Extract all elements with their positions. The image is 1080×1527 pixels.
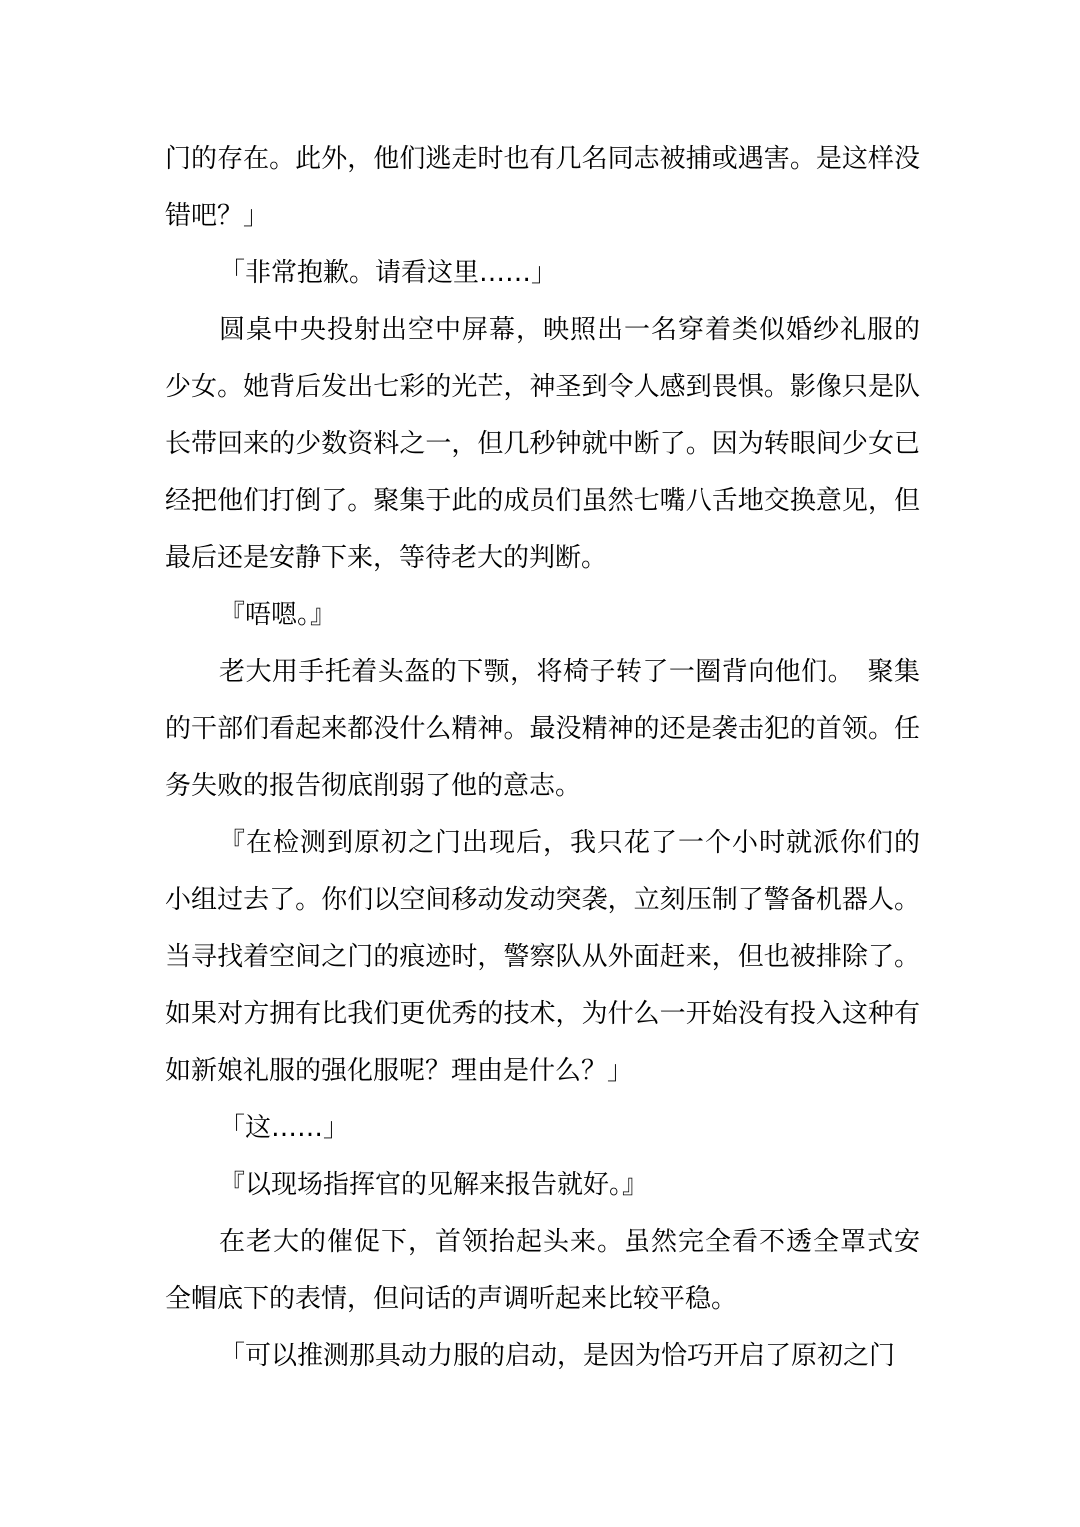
paragraph: 在老大的催促下，首领抬起头来。虽然完全看不透全罩式安全帽底下的表情，但问话的声调听起来比较平稳。 [165, 1227, 920, 1314]
paragraph: 老大用手托着头盔的下颚，将椅子转了一圈背向他们。 聚集的干部们看起来都没什么精神。最没精神的还是袭击犯的首领。任务失败的报告彻底削弱了他的意志。 [165, 657, 920, 801]
paragraph: 「非常抱歉。请看这里……」 [219, 258, 558, 288]
paragraph: 门的存在。此外，他们逃走时也有几名同志被捕或遇害。是这样没错吧？」 [165, 144, 920, 231]
paragraph: 『在检测到原初之门出现后，我只花了一个小时就派你们的小组过去了。你们以空间移动发动突袭，立刻压制了警备机器人。当寻找着空间之门的痕迹时，警察队从外面赶来，但也被排除了。如果对方拥有比我们更优秀的技术，为什么一开始没有投入这种有如新娘礼服的强化服呢？理由是什么？」 [165, 828, 920, 1086]
paragraph: 圆桌中央投射出空中屏幕，映照出一名穿着类似婚纱礼服的少女。她背后发出七彩的光芒，神圣到令人感到畏惧。影像只是队长带回来的少数资料之一，但几秒钟就中断了。因为转眼间少女已经把他们打倒了。聚集于此的成员们虽然七嘴八舌地交换意见，但最后还是安静下来，等待老大的判断。 [165, 315, 920, 573]
paragraph: 『以现场指挥官的见解来报告就好。』 [219, 1170, 649, 1200]
body-text [165, 131, 920, 1385]
paragraph: 『唔嗯。』 [219, 600, 337, 630]
paragraph: 「可以推测那具动力服的启动，是因为恰巧开启了原初之门 [219, 1341, 896, 1371]
paragraph: 「这……」 [219, 1113, 350, 1143]
